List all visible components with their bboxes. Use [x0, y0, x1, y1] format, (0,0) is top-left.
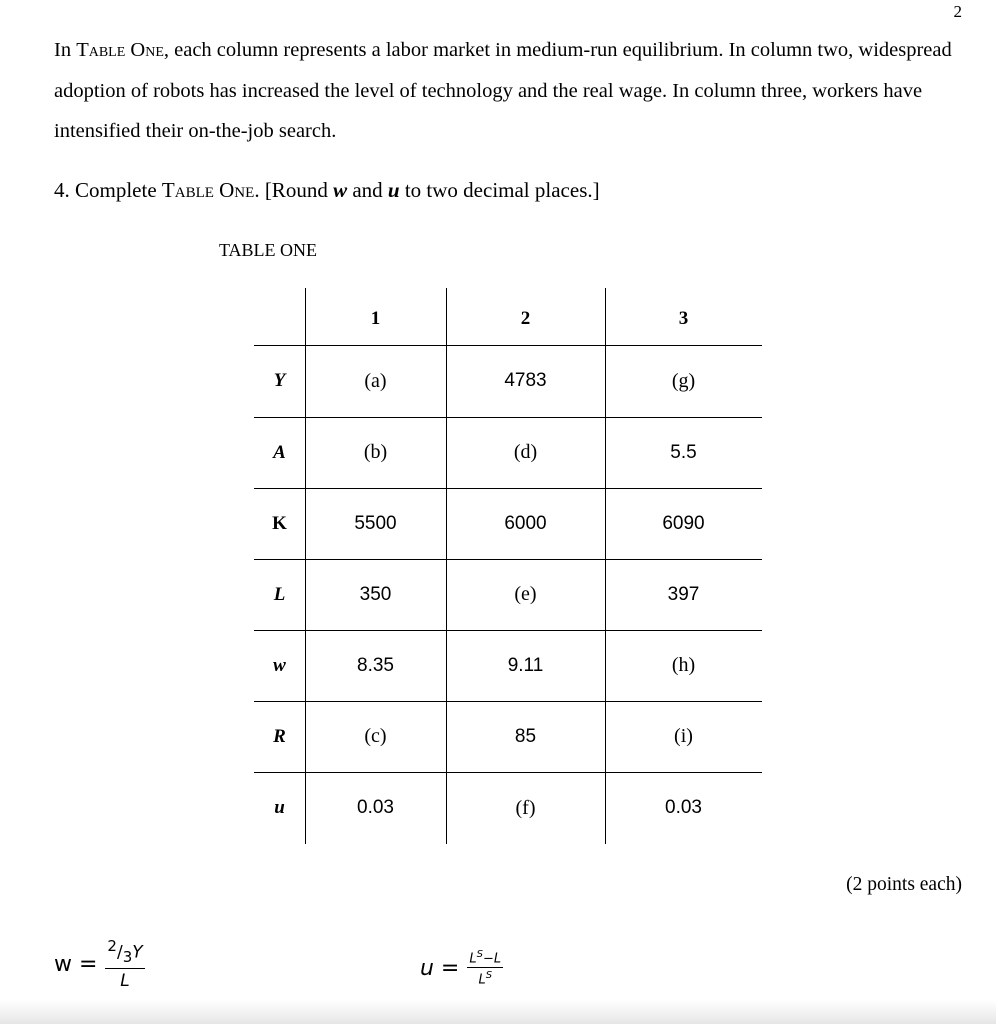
formula-w-denominator: L	[120, 970, 130, 991]
cell-y-1: (a)	[364, 369, 387, 392]
question-mid: . [Round	[254, 178, 334, 202]
formula-u-den-l: L	[478, 972, 486, 988]
row-label-w: w	[273, 654, 286, 676]
cell-r-1: (c)	[364, 725, 387, 747]
table-caption: TABLE ONE	[219, 240, 318, 260]
cell-a-2: (d)	[513, 441, 538, 463]
formula-w-coef-top: 2	[107, 937, 117, 956]
column-header-1: 1	[370, 307, 381, 329]
points-note: (2 points each)	[846, 874, 962, 895]
formula-w-fraction	[105, 937, 144, 990]
question-table-ref: Table One	[161, 178, 255, 202]
cell-k-2: 6000	[504, 512, 547, 534]
question-prefix: 4. Complete	[54, 178, 162, 202]
cell-u-3: 0.03	[665, 797, 702, 818]
column-header-3: 3	[678, 307, 689, 329]
cell-r-3: (i)	[674, 725, 693, 747]
formula-u-denominator	[478, 968, 492, 987]
formula-w	[54, 934, 145, 994]
formula-u	[420, 938, 503, 998]
cell-a-1: (b)	[363, 441, 388, 463]
question-var-w: w	[333, 178, 348, 202]
formula-u-fraction	[467, 949, 503, 988]
formula-u-lhs: u =	[420, 955, 460, 981]
cell-r-2: 85	[514, 725, 537, 747]
row-label-r: R	[273, 725, 286, 747]
intro-paragraph	[54, 30, 954, 152]
cell-a-3: 5.5	[670, 441, 697, 463]
formula-w-coef-bottom: 3	[122, 948, 133, 967]
question-suffix: to two decimal places.]	[399, 178, 600, 202]
column-header-2: 2	[520, 307, 531, 329]
formula-u-den-sup: S	[485, 970, 493, 981]
question-and: and	[347, 178, 388, 202]
cell-k-3: 6090	[662, 512, 705, 534]
intro-part2: , each column represents a labor market in medium-run equilibrium. In column two, widespread adoption of robots has increased the level of technology and the real wage. In column three, workers have intensified their on-the-job search.	[54, 39, 952, 142]
bottom-shade	[0, 1000, 996, 1024]
page-number: 2	[953, 2, 962, 21]
cell-u-1: 0.03	[357, 797, 394, 818]
cell-l-1: 350	[359, 583, 392, 605]
question-4	[54, 178, 600, 203]
question-var-u: u	[387, 178, 400, 202]
cell-u-2: (f)	[515, 796, 536, 819]
cell-y-3: (g)	[671, 369, 696, 392]
cell-l-3: 397	[667, 583, 700, 605]
cell-w-1: 8.35	[357, 654, 394, 676]
row-label-a: A	[273, 441, 286, 463]
row-label-u: u	[274, 797, 285, 818]
formula-w-numerator: $^2/_3Y$	[107, 937, 143, 967]
row-label-k: K	[272, 512, 287, 534]
formula-u-num-l: L	[469, 951, 477, 966]
formula-u-num-rest: −L	[482, 951, 502, 966]
intro-table-ref: Table One	[76, 39, 164, 61]
formula-w-num-var: Y	[132, 943, 143, 964]
row-label-y: Y	[273, 370, 286, 391]
formula-u-numerator	[467, 949, 503, 968]
cell-y-2: 4783	[504, 370, 547, 391]
cell-k-1: 5500	[354, 512, 397, 534]
formula-u-num-sup: S	[476, 948, 483, 960]
cell-w-2: 9.11	[507, 654, 544, 676]
cell-l-2: (e)	[514, 583, 537, 605]
intro-part1: In	[54, 39, 77, 61]
cell-w-3: (h)	[671, 654, 696, 676]
row-label-l: L	[273, 583, 286, 605]
formula-w-lhs: w =	[54, 951, 98, 977]
